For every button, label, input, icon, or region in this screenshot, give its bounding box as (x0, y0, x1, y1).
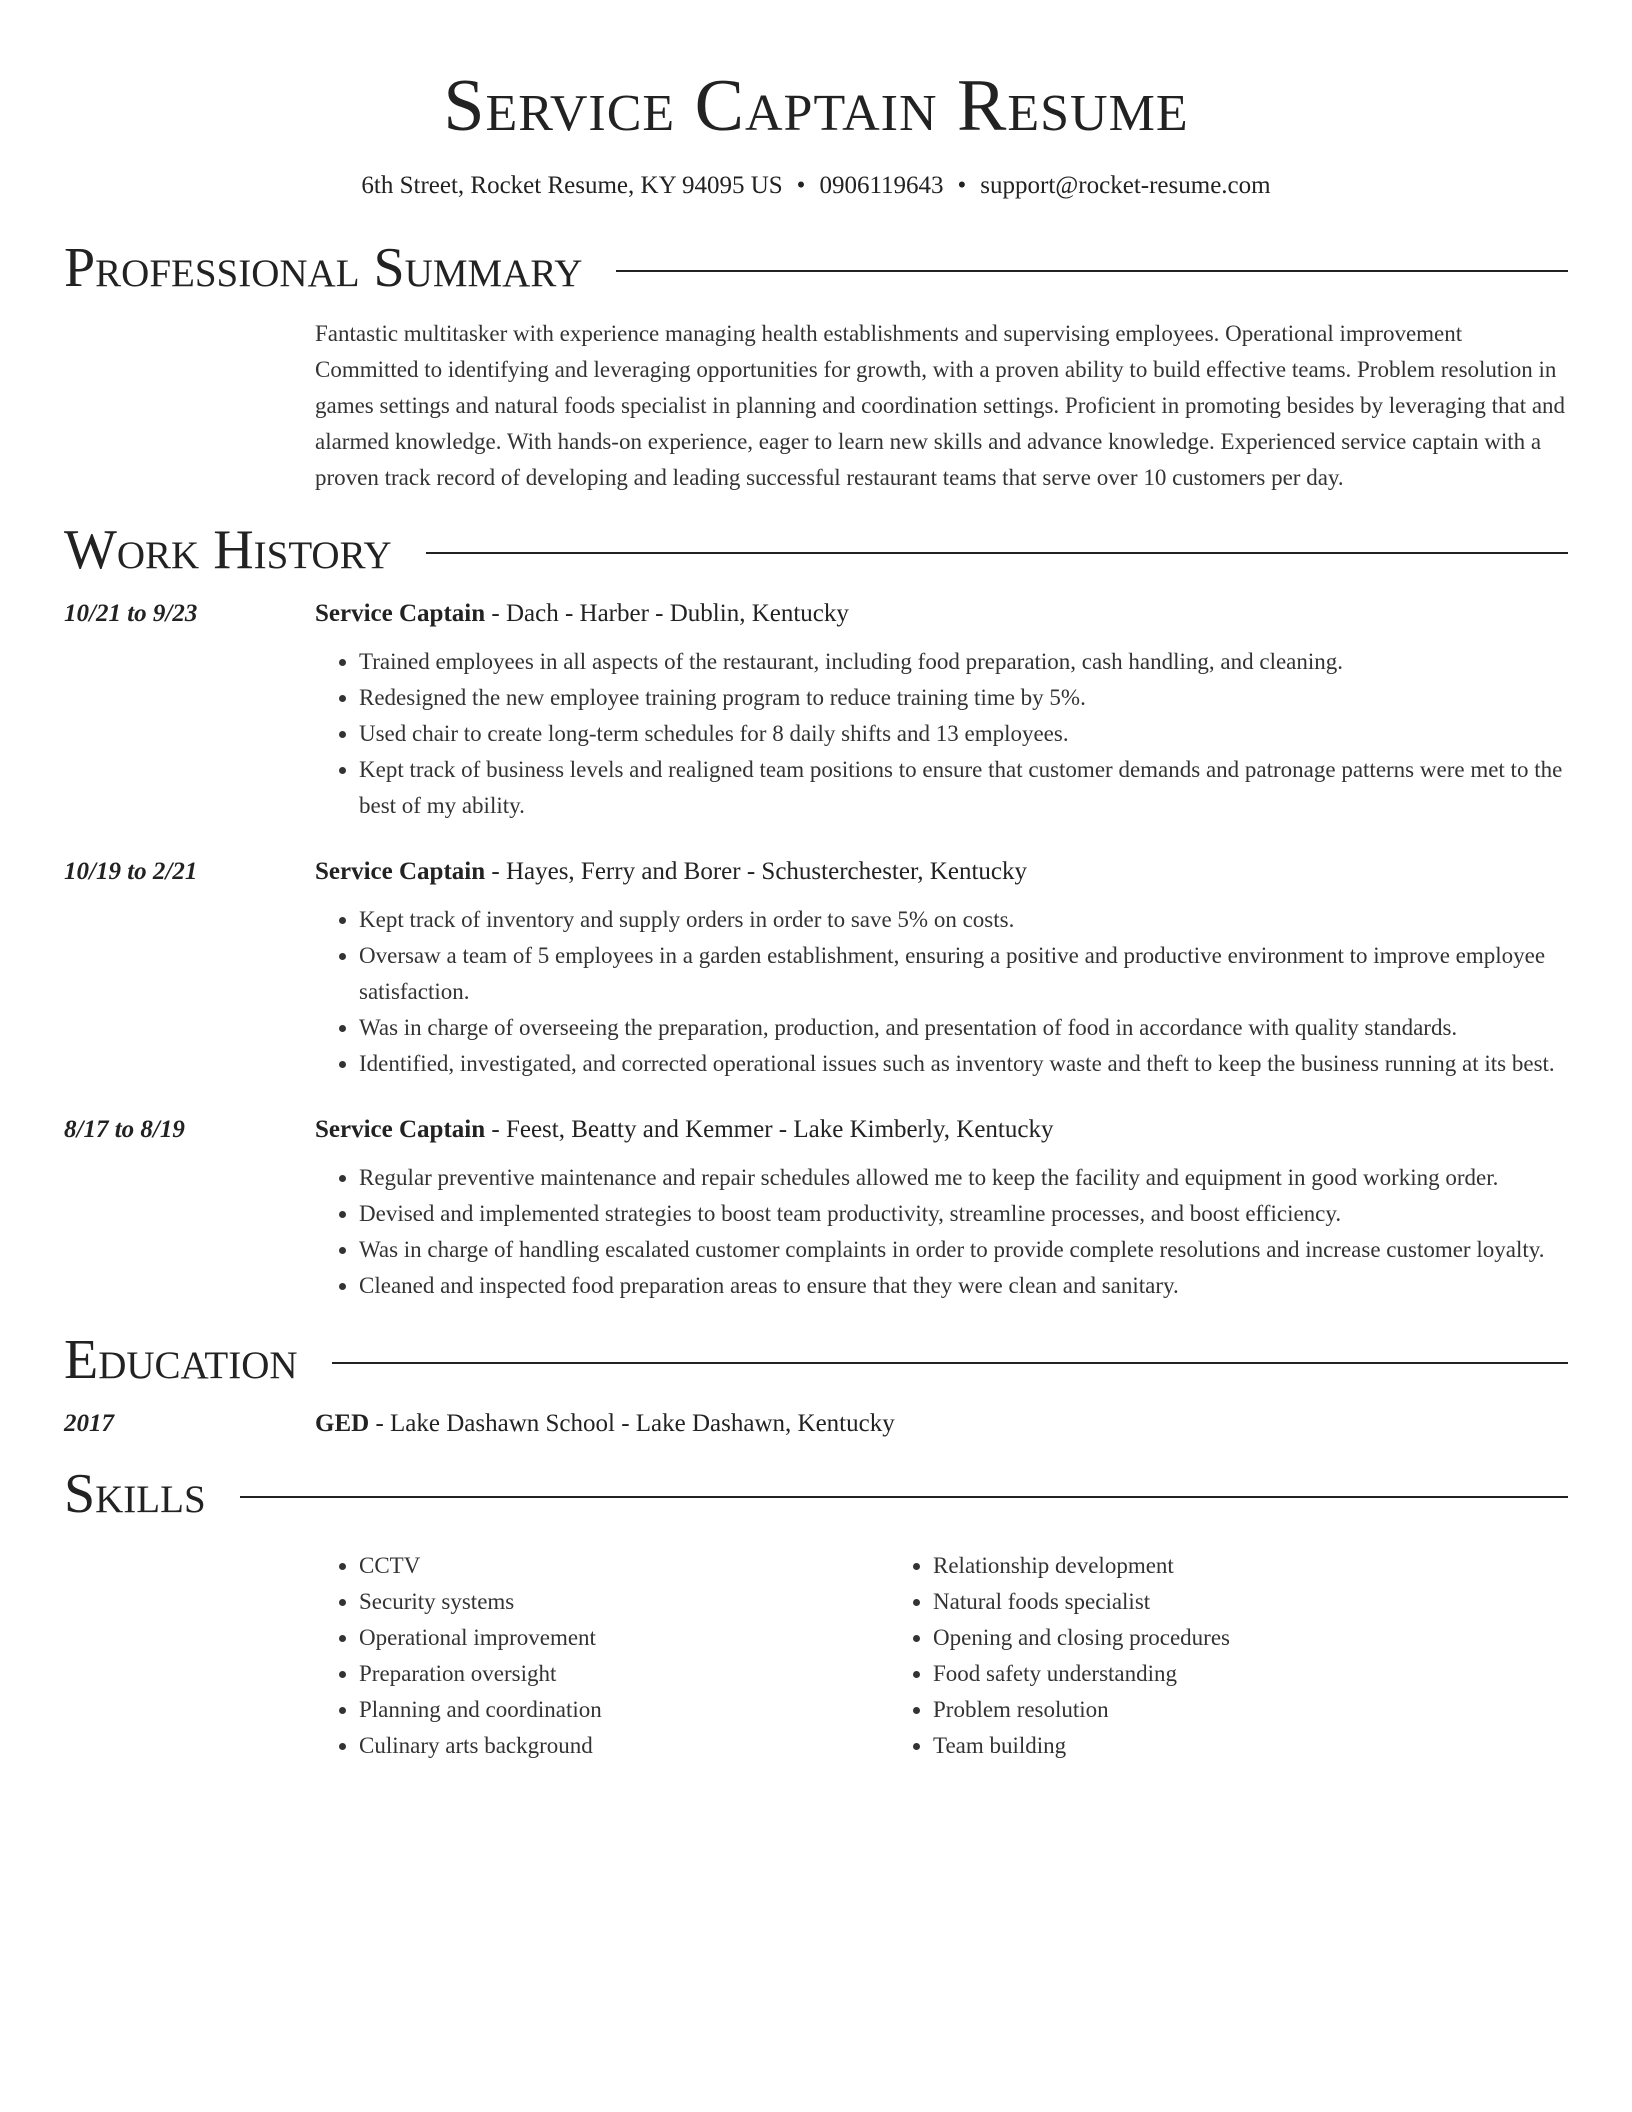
job-bullet: • Redesigned the new employee training program to reduce training time by 5%. (359, 680, 1568, 716)
job-headline (315, 596, 1568, 632)
skill-item: • Team building (933, 1728, 1463, 1764)
skill-item: • Relationship development (933, 1548, 1463, 1584)
job-dates: 10/19 to 2/21 (64, 858, 198, 885)
section-divider (240, 1496, 1568, 1498)
resume-title: Service Captain Resume (443, 65, 1189, 147)
contact-separator: • (796, 172, 806, 199)
skills-column-right (889, 1548, 1463, 1764)
job-bullets (315, 1160, 1568, 1304)
contact-separator: • (957, 172, 967, 199)
skill-item: • Food safety understanding (933, 1656, 1463, 1692)
contact-address: 6th Street, Rocket Resume, KY 94095 US (361, 172, 783, 199)
section-header-skills (64, 1462, 1568, 1526)
skill-item: • Planning and coordination (359, 1692, 889, 1728)
section-title-summary: Professional Summary (64, 237, 583, 299)
section-divider (332, 1362, 1568, 1364)
section-header-work-history (64, 518, 1568, 582)
job-headline (315, 1112, 1568, 1148)
job-employer: - Hayes, Ferry and Borer - Schusterchester, Kentucky (485, 858, 1027, 885)
job-dates: 8/17 to 8/19 (64, 1116, 185, 1143)
education-degree: GED (315, 1410, 370, 1437)
skills-list (315, 1548, 1568, 1764)
job-bullet: • Was in charge of handling escalated customer complaints in order to provide complete resolutions and increase customer loyalty. (359, 1232, 1568, 1268)
summary-text: Fantastic multitasker with experience managing health establishments and supervising employees. Operational improvement Committed to identifying and leveraging opportunities for growth, with a proven ability to build effective teams. Problem resolution in games settings and natural foods specialist in planning and coordination settings. Proficient in promoting besides by leveraging that and alarmed knowledge. With hands-on experience, eager to learn new skills and advance knowledge. Experienced service captain with a proven track record of developing and leading successful restaurant teams that serve over 10 customers per day. (315, 321, 1566, 490)
job-entry (64, 1112, 1568, 1304)
job-bullet: • Was in charge of overseeing the preparation, production, and presentation of food in accordance with quality standards. (359, 1010, 1568, 1046)
resume-page (64, 0, 1568, 1764)
job-employer: - Feest, Beatty and Kemmer - Lake Kimberly, Kentucky (485, 1116, 1054, 1143)
job-entry (64, 596, 1568, 824)
contact-email: support@rocket-resume.com (980, 172, 1271, 199)
skills-column-left (315, 1548, 889, 1764)
job-bullet: • Devised and implemented strategies to boost team productivity, streamline processes, and boost efficiency. (359, 1196, 1568, 1232)
contact-phone: 0906119643 (819, 172, 944, 199)
job-bullet: • Identified, investigated, and corrected operational issues such as inventory waste and theft to keep the business running at its best. (359, 1046, 1568, 1082)
job-headline (315, 854, 1568, 890)
job-entry (64, 854, 1568, 1082)
job-bullet: • Cleaned and inspected food preparation areas to ensure that they were clean and sanitary. (359, 1268, 1568, 1304)
skill-item: • Preparation oversight (359, 1656, 889, 1692)
contact-line (64, 170, 1568, 202)
job-bullet: • Regular preventive maintenance and repair schedules allowed me to keep the facility and equipment in good working order. (359, 1160, 1568, 1196)
job-bullet: • Used chair to create long-term schedules for 8 daily shifts and 13 employees. (359, 716, 1568, 752)
section-divider (426, 552, 1568, 554)
education-school: - Lake Dashawn School - Lake Dashawn, Kentucky (369, 1410, 895, 1437)
job-title: Service Captain (315, 600, 486, 627)
section-header-education (64, 1328, 1568, 1392)
section-title-work-history: Work History (64, 519, 392, 581)
skill-item: • Opening and closing procedures (933, 1620, 1463, 1656)
job-bullet: • Kept track of business levels and realigned team positions to ensure that customer demands and patronage patterns were met to the best of my ability. (359, 752, 1568, 824)
section-title-skills: Skills (64, 1463, 206, 1525)
job-dates: 10/21 to 9/23 (64, 600, 198, 627)
education-headline (315, 1406, 1568, 1442)
skill-item: • CCTV (359, 1548, 889, 1584)
job-bullet: • Trained employees in all aspects of the restaurant, including food preparation, cash handling, and cleaning. (359, 644, 1568, 680)
education-entry (64, 1406, 1568, 1442)
skill-item: • Culinary arts background (359, 1728, 889, 1764)
job-bullets (315, 902, 1568, 1082)
section-divider (616, 270, 1568, 272)
job-bullets (315, 644, 1568, 824)
skill-item: • Natural foods specialist (933, 1584, 1463, 1620)
job-employer: - Dach - Harber - Dublin, Kentucky (485, 600, 849, 627)
job-title: Service Captain (315, 1116, 486, 1143)
section-header-summary (64, 236, 1568, 300)
section-title-education: Education (64, 1329, 298, 1391)
job-bullet: • Oversaw a team of 5 employees in a garden establishment, ensuring a positive and productive environment to improve employee satisfaction. (359, 938, 1568, 1010)
skill-item: • Operational improvement (359, 1620, 889, 1656)
job-title: Service Captain (315, 858, 486, 885)
skill-item: • Security systems (359, 1584, 889, 1620)
education-year: 2017 (64, 1410, 114, 1437)
skill-item: • Problem resolution (933, 1692, 1463, 1728)
job-bullet: • Kept track of inventory and supply orders in order to save 5% on costs. (359, 902, 1568, 938)
